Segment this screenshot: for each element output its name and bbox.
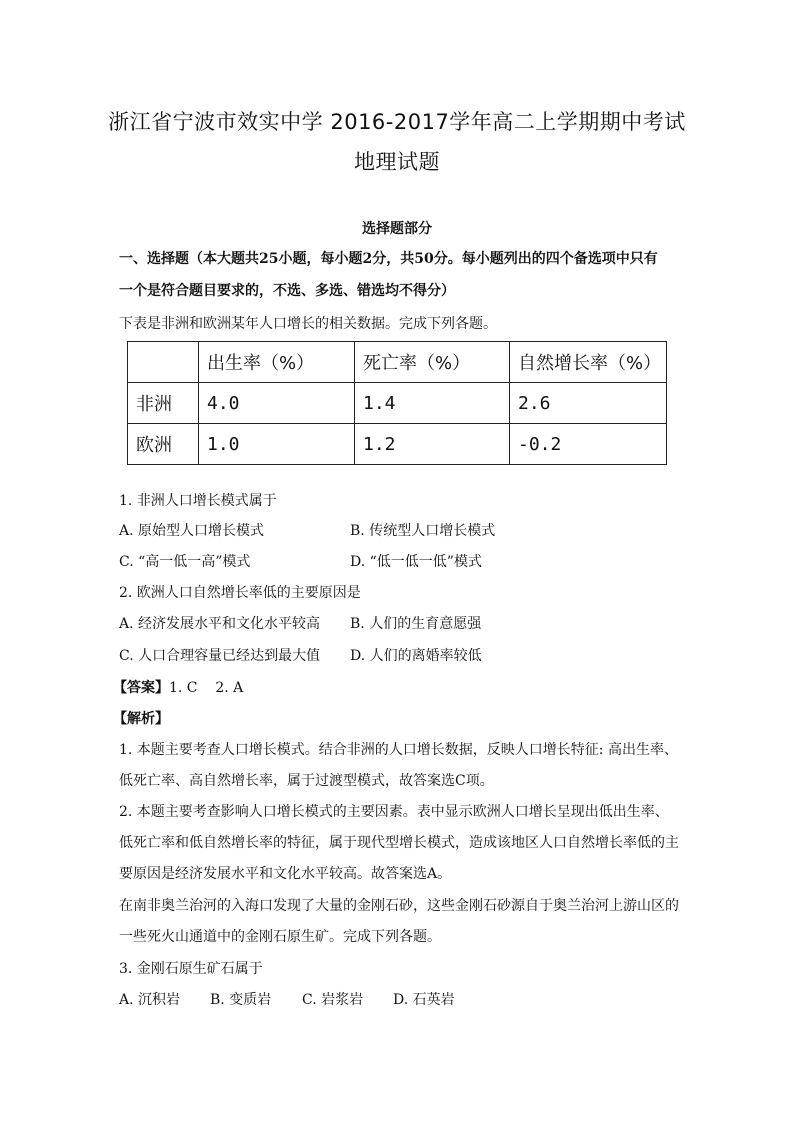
q1-stem: 1. 非洲人口增长模式属于 <box>119 493 277 509</box>
title-line-1: 浙江省宁波市效实中学 2016-2017学年高二上学期期中考试 <box>108 110 686 134</box>
q3-option-d: D. 石英岩 <box>393 992 455 1008</box>
table-cell: 非洲 <box>128 383 199 424</box>
table-header-cell: 出生率（%） <box>199 342 355 383</box>
table-cell: 欧洲 <box>128 424 199 465</box>
section-title: 选择题部分 <box>362 221 432 237</box>
analysis-line: 2. 本题主要考查影响人口增长模式的主要因素。表中显示欧洲人口增长呈现出低出生率、 <box>119 804 669 820</box>
analysis-label: 【解析】 <box>113 711 169 727</box>
q3-option-b: B. 变质岩 <box>210 992 272 1008</box>
analysis-line: 低死亡率和低自然增长率的特征，属于现代型增长模式，造成该地区人口自然增长率低的主 <box>119 835 679 851</box>
q3-option-a: A. 沉积岩 <box>119 992 181 1008</box>
q1-option-d: D. “低一低一低”模式 <box>350 554 482 570</box>
q2-option-b: B. 人们的生育意愿强 <box>350 616 482 632</box>
group2-intro-line-2: 一些死火山通道中的金刚石原生矿。完成下列各题。 <box>119 929 441 945</box>
table-header-row <box>128 342 667 383</box>
analysis-line: 要原因是经济发展水平和文化水平较高。故答案选A。 <box>119 866 452 882</box>
answer-label: 【答案】 <box>113 680 169 696</box>
table-header-cell: 死亡率（%） <box>355 342 510 383</box>
population-table <box>127 341 667 465</box>
table-cell: 1.4 <box>355 383 510 424</box>
q1-option-c: C. “高一低一高”模式 <box>119 554 251 570</box>
table-row <box>128 424 667 465</box>
analysis-line: 1. 本题主要考查人口增长模式。结合非洲的人口增长数据，反映人口增长特征: 高出生率、 <box>119 742 678 758</box>
analysis-line: 低死亡率、高自然增长率，属于过渡型模式，故答案选C项。 <box>119 773 494 789</box>
table-header-cell: 自然增长率（%） <box>510 342 667 383</box>
table-cell: 4.0 <box>199 383 355 424</box>
table-row <box>128 383 667 424</box>
q3-stem: 3. 金刚石原生矿石属于 <box>119 961 263 977</box>
group1-intro: 下表是非洲和欧洲某年人口增长的相关数据。完成下列各题。 <box>119 316 497 332</box>
table-cell: -0.2 <box>510 424 667 465</box>
table-cell: 2.6 <box>510 383 667 424</box>
q2-option-a: A. 经济发展水平和文化水平较高 <box>119 616 321 632</box>
answer-text: 1. C 2. A <box>169 680 244 696</box>
title-line-2: 地理试题 <box>354 150 440 174</box>
answer-line <box>113 677 243 697</box>
table-cell: 1.2 <box>355 424 510 465</box>
q2-option-d: D. 人们的离婚率较低 <box>350 648 482 664</box>
group2-intro-line-1: 在南非奥兰治河的入海口发现了大量的金刚石砂，这些金刚石砂源自于奥兰治河上游山区的 <box>119 898 679 914</box>
q3-option-c: C. 岩浆岩 <box>302 992 364 1008</box>
q1-option-b: B. 传统型人口增长模式 <box>350 523 496 539</box>
table-cell: 1.0 <box>199 424 355 465</box>
table-header-cell <box>128 342 199 383</box>
q2-option-c: C. 人口合理容量已经达到最大值 <box>119 648 321 664</box>
q2-stem: 2. 欧洲人口自然增长率低的主要原因是 <box>119 585 361 601</box>
q1-option-a: A. 原始型人口增长模式 <box>119 523 265 539</box>
instruction-line-1: 一、选择题（本大题共25小题，每小题2分，共50分。每小题列出的四个备选项中只有 <box>119 251 658 267</box>
instruction-line-2: 一个是符合题目要求的，不选、多选、错选均不得分） <box>119 283 455 299</box>
